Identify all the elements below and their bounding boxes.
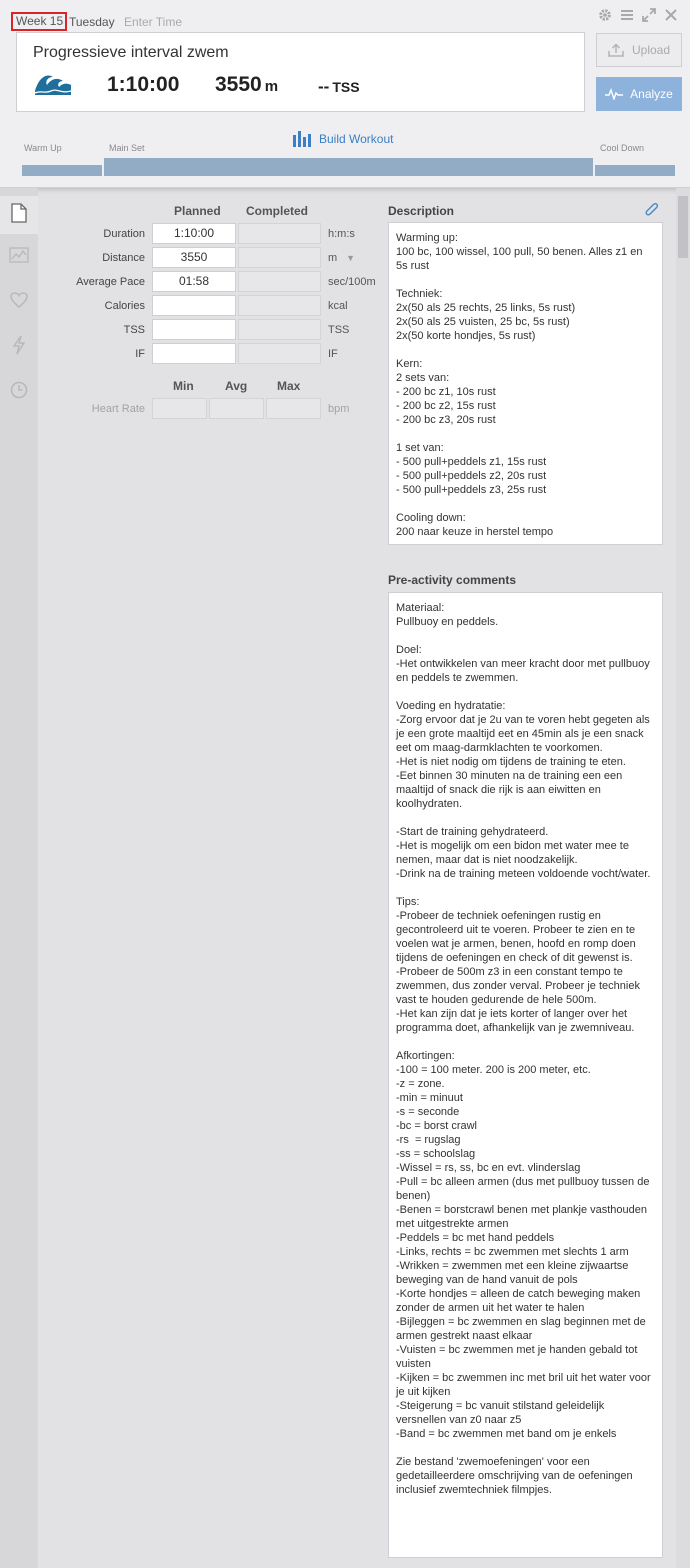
phase-main-set: Main Set <box>109 143 145 153</box>
pace-completed-field[interactable] <box>238 271 321 292</box>
pace-label: Average Pace <box>76 276 145 288</box>
upload-label: Upload <box>631 43 671 57</box>
if-label: IF <box>135 348 145 360</box>
paperclip-icon[interactable] <box>644 203 660 219</box>
hr-avg-field[interactable] <box>209 398 264 419</box>
distance-planned-field[interactable]: 3550 <box>152 247 236 268</box>
upload-icon <box>608 43 624 57</box>
duration-value: 1:10:00 <box>107 73 180 96</box>
cool-down-bar[interactable] <box>595 165 675 176</box>
distance-value: 3550 m <box>215 73 279 96</box>
clock-icon[interactable] <box>8 379 30 401</box>
expand-icon[interactable] <box>642 8 656 25</box>
calories-planned-field[interactable] <box>152 295 236 316</box>
tss-unit-label: TSS <box>328 324 350 336</box>
hr-min-field[interactable] <box>152 398 207 419</box>
workout-summary <box>16 32 585 112</box>
analyze-label: Analyze <box>630 87 673 101</box>
tss-unit: TSS <box>332 79 360 95</box>
gear-icon[interactable] <box>598 8 612 25</box>
calories-completed-field[interactable] <box>238 295 321 316</box>
tss-completed-field[interactable] <box>238 319 321 340</box>
calories-unit: kcal <box>328 300 348 312</box>
hr-min-header: Min <box>173 379 194 393</box>
workout-header <box>0 0 690 188</box>
week-label[interactable]: Week 15 <box>11 12 67 31</box>
hr-max-header: Max <box>277 379 301 393</box>
description-heading: Description <box>388 204 455 218</box>
distance-label: Distance <box>102 252 145 264</box>
document-icon[interactable] <box>8 202 30 224</box>
hr-unit: bpm <box>328 403 350 415</box>
swim-icon <box>33 71 73 97</box>
duration-planned-field[interactable]: 1:10:00 <box>152 223 236 244</box>
calories-label: Calories <box>104 300 145 312</box>
distance-completed-field[interactable] <box>238 247 321 268</box>
lightning-icon[interactable] <box>8 334 30 356</box>
scrollbar-track[interactable] <box>676 188 690 1568</box>
bar-chart-icon <box>293 131 313 147</box>
workout-title[interactable]: Progressieve interval zwem <box>33 44 229 61</box>
duration-completed-field[interactable] <box>238 223 321 244</box>
warm-up-bar[interactable] <box>22 165 102 176</box>
tss-label: TSS <box>123 324 145 336</box>
scrollbar-thumb[interactable] <box>678 196 688 258</box>
pulse-icon <box>605 88 623 100</box>
distance-unit: m <box>264 78 279 95</box>
build-workout-link[interactable] <box>293 131 393 147</box>
enter-time-field[interactable]: Enter Time <box>124 15 183 29</box>
if-planned-field[interactable] <box>152 343 236 364</box>
chevron-down-icon: ▼ <box>346 253 356 263</box>
upload-button[interactable] <box>596 33 682 67</box>
chart-icon[interactable] <box>8 244 30 266</box>
duration-unit: h:m:s <box>328 228 355 240</box>
window-controls <box>598 8 678 25</box>
build-workout-label: Build Workout <box>319 132 394 146</box>
tss-planned-field[interactable] <box>152 319 236 340</box>
if-completed-field[interactable] <box>238 343 321 364</box>
hr-avg-header: Avg <box>225 379 248 393</box>
planned-header: Planned <box>174 204 221 218</box>
tss-value: -- TSS <box>318 77 360 96</box>
comments-heading: Pre-activity comments <box>388 573 517 587</box>
comments-text[interactable]: Materiaal: Pullbuoy en peddels. Doel: -Het ontwikkelen van meer kracht door met pullbuoy en peddels te zwemmen. Voeding en hydratatie: -Zorg ervoor dat je 2u van te voren hebt gegeten als je een grote maaltijd eet en 45min als je een snack eet om maag-darmklachten te voorkomen. -Het is niet nodig om tijdens de training te eten. -Eet binnen 30 minuten na de training een een maaltijd of snack die rijk is aan eiwitten en koolhydraten. -Start de training gehydrateerd. -Het is mogelijk om een bidon met water mee te nemen, maar dat is niet noodzakelijk. -Drink na de training meteen voldoende vocht/water. Tips: -Probeer de techniek oefeningen rustig en gecontroleerd uit te voeren. Probeer te zien en te voelen wat je armen, benen, hoofd en romp doen tijdens de oefeningen en check of dit gewenst is. -Probeer de 500m z3 in een constant tempo te zwemmen, dus zonder verval. Probeer je techniek vast te houden gedurende de hele 500m. -Het kan zijn dat je iets korter of langer over het programma doet, afhankelijk van je zwemniveau. Afkortingen: -100 = 100 meter. 200 is 200 meter, etc. -z = zone. -min = minuut -s = seconde -bc = borst crawl -rs = rugslag -ss = schoolslag -Wissel = rs, ss, bc en evt. vlinderslag -Pull = bc alleen armen (dus met pullbuoy tussen de benen) -Benen = borstcrawl benen met plankje vasthouden met uitgestrekte armen -Peddels = bc met hand peddels -Links, rechts = bc zwemmen met slechts 1 arm -Wrikken = zwemmen met een kleine zijwaartse beweging van de hand vanuit de pols -Korte hondjes = alleen de catch beweging maken zonder de armen uit het water te halen -Bijleggen = bc zwemmen en slag beginnen met de armen gestrekt naast elkaar -Vuisten = bc zwemmen met je handen gebald tot vuisten -Kijken = bc zwemmen inc met bril uit het water voor je uit kijken -Steigerung = bc vanuit stilstand geleidelijk versnellen van z0 naar z5 -Band = bc zwemmen met band om je enkels Zie bestand 'zwemoefeningen' voor een gedetailleerdere omschrijving van de oefeningen inclusief zwemtechniek filmpjes. <box>388 592 663 1558</box>
completed-header: Completed <box>246 204 309 218</box>
heart-icon[interactable] <box>8 289 30 311</box>
description-text[interactable]: Warming up: 100 bc, 100 wissel, 100 pull, 50 benen. Alles z1 en 5s rust Techniek: 2x(50 als 25 rechts, 25 links, 5s rust) 2x(50 als 25 vuisten, 25 bc, 5s rust) 2x(50 korte hondjes, 5s rust) Kern: 2 sets van: - 200 bc z1, 10s rust - 200 bc z2, 15s rust - 200 bc z3, 20s rust 1 set van: - 500 pull+peddels z1, 15s rust - 500 pull+peddels z2, 20s rust - 500 pull+peddels z3, 25s rust Cooling down: 200 naar keuze in herstel tempo <box>388 222 663 545</box>
hr-max-field[interactable] <box>266 398 321 419</box>
phase-cool-down: Cool Down <box>600 143 645 153</box>
phase-warm-up: Warm Up <box>24 143 62 153</box>
menu-icon[interactable] <box>620 8 634 25</box>
workout-structure-bars[interactable] <box>0 158 690 176</box>
day-label: Tuesday <box>69 15 115 29</box>
pace-unit: sec/100m <box>328 276 376 288</box>
close-icon[interactable] <box>664 8 678 25</box>
pace-planned-field[interactable]: 01:58 <box>152 271 236 292</box>
analyze-button[interactable] <box>596 77 682 111</box>
if-unit: IF <box>328 348 338 360</box>
duration-label: Duration <box>103 228 145 240</box>
main-set-bar[interactable] <box>104 158 593 176</box>
heart-rate-label: Heart Rate <box>91 403 145 415</box>
distance-unit-select[interactable]: m ▼ <box>328 252 356 264</box>
